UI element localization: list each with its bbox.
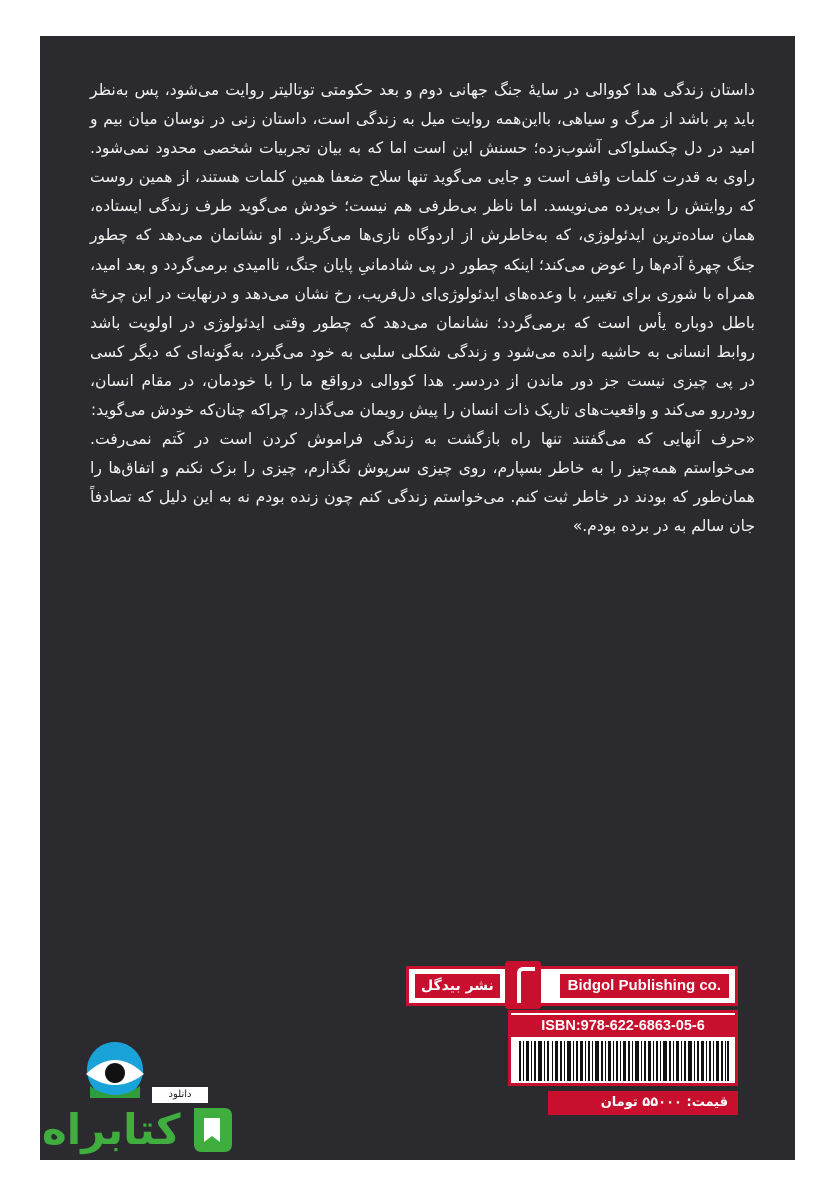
eye-stamp-icon (80, 1040, 150, 1100)
publisher-name-en: Bidgol Publishing co. (560, 974, 729, 998)
ketabrah-watermark (42, 1100, 232, 1160)
publisher-logo-icon (505, 961, 541, 1009)
publisher-name-fa: نشر بیدگل (415, 974, 500, 998)
blurb-paragraph: داستان زندگی هدا کووالی در سایهٔ جنگ جهانی دوم و بعد حکومتی توتالیتر روایت می‌شود، پس به‌نظر باید پر باشد از مرگ و سیاهی، بااین‌همه روایت میل به زندگی است، داستان زنی در نوسان میان بیم و امید در دل چکسلواکی آشوب‌زده؛ حسنش این است اما که به بیان تجربیات شخصی محدود نمی‌شود. راوی به قدرت کلمات واقف است و جایی می‌گوید تنها سلاح ضعفا همین کلمات هستند، از همین روست که روایتش را بی‌پرده می‌نویسد. اما ناظر بی‌طرفی هم نیست؛ خودش می‌گوید طرف زندگی ایستاده، همان ساده‌ترین ایدئولوژی، که به‌خاطرش از اردوگاه نازی‌ها می‌گریزد. او نشانمان می‌دهد که چطور جنگ چهرهٔ آدم‌ها را عوض می‌کند؛ اینکه چطور در پی شادمانیِ پایان جنگ، ناامیدی برمی‌گردد و بعد امید، همراه با شوری برای تغییر، با وعده‌های ایدئولوژی‌ای دل‌فریب، رخ نشان می‌دهد و درنهایت در این چرخهٔ باطل دوباره یأس است که برمی‌گردد؛ نشانمان می‌دهد که چطور وقتی ایدئولوژی در اولویت باشد روابط انسانی به حاشیه رانده می‌شود و زندگی شکلی سلبی به خود می‌گیرد، به‌گونه‌ای که دیگر کسی در پی چیزی نیست جز دور ماندن از دردسر. هدا کووالی درواقع ما را با خودمان، در مقام انسان، رودررو می‌کند و واقعیت‌های تاریک ذات انسان را پیش رویمان می‌گذارد، چراکه چنان‌که خودش می‌گوید: (90, 81, 755, 420)
back-cover (40, 36, 795, 1160)
price-label: قیمت: ۵۵۰۰۰ تومان (548, 1091, 738, 1115)
quote-paragraph: «حرف آنهایی که می‌گفتند تنها راه بازگشت به زندگی فراموش کردن است در کَتم نمی‌رفت. می‌خواستم همه‌چیز را به خاطر بسپارم، روی چیزی سرپوش نگذارم، چیزی را بزک نکنم و اتفاق‌ها را همان‌طور که بودند در خاطر ثبت کنم. می‌خواستم زندگی کنم چون زنده بودم نه به این دلیل که تصادفاً جان سالم به در برده بودم.» (90, 430, 755, 536)
back-cover-blurb (90, 76, 755, 542)
stamp-label: دانلود (152, 1087, 208, 1103)
watermark-text: کتابراه (42, 1105, 181, 1154)
isbn-block (508, 1010, 738, 1086)
publisher-banner (406, 966, 738, 1006)
isbn-number: ISBN:978-622-6863-05-6 (511, 1015, 735, 1037)
book-leaf-icon (190, 1104, 234, 1154)
barcode-icon (519, 1041, 729, 1081)
